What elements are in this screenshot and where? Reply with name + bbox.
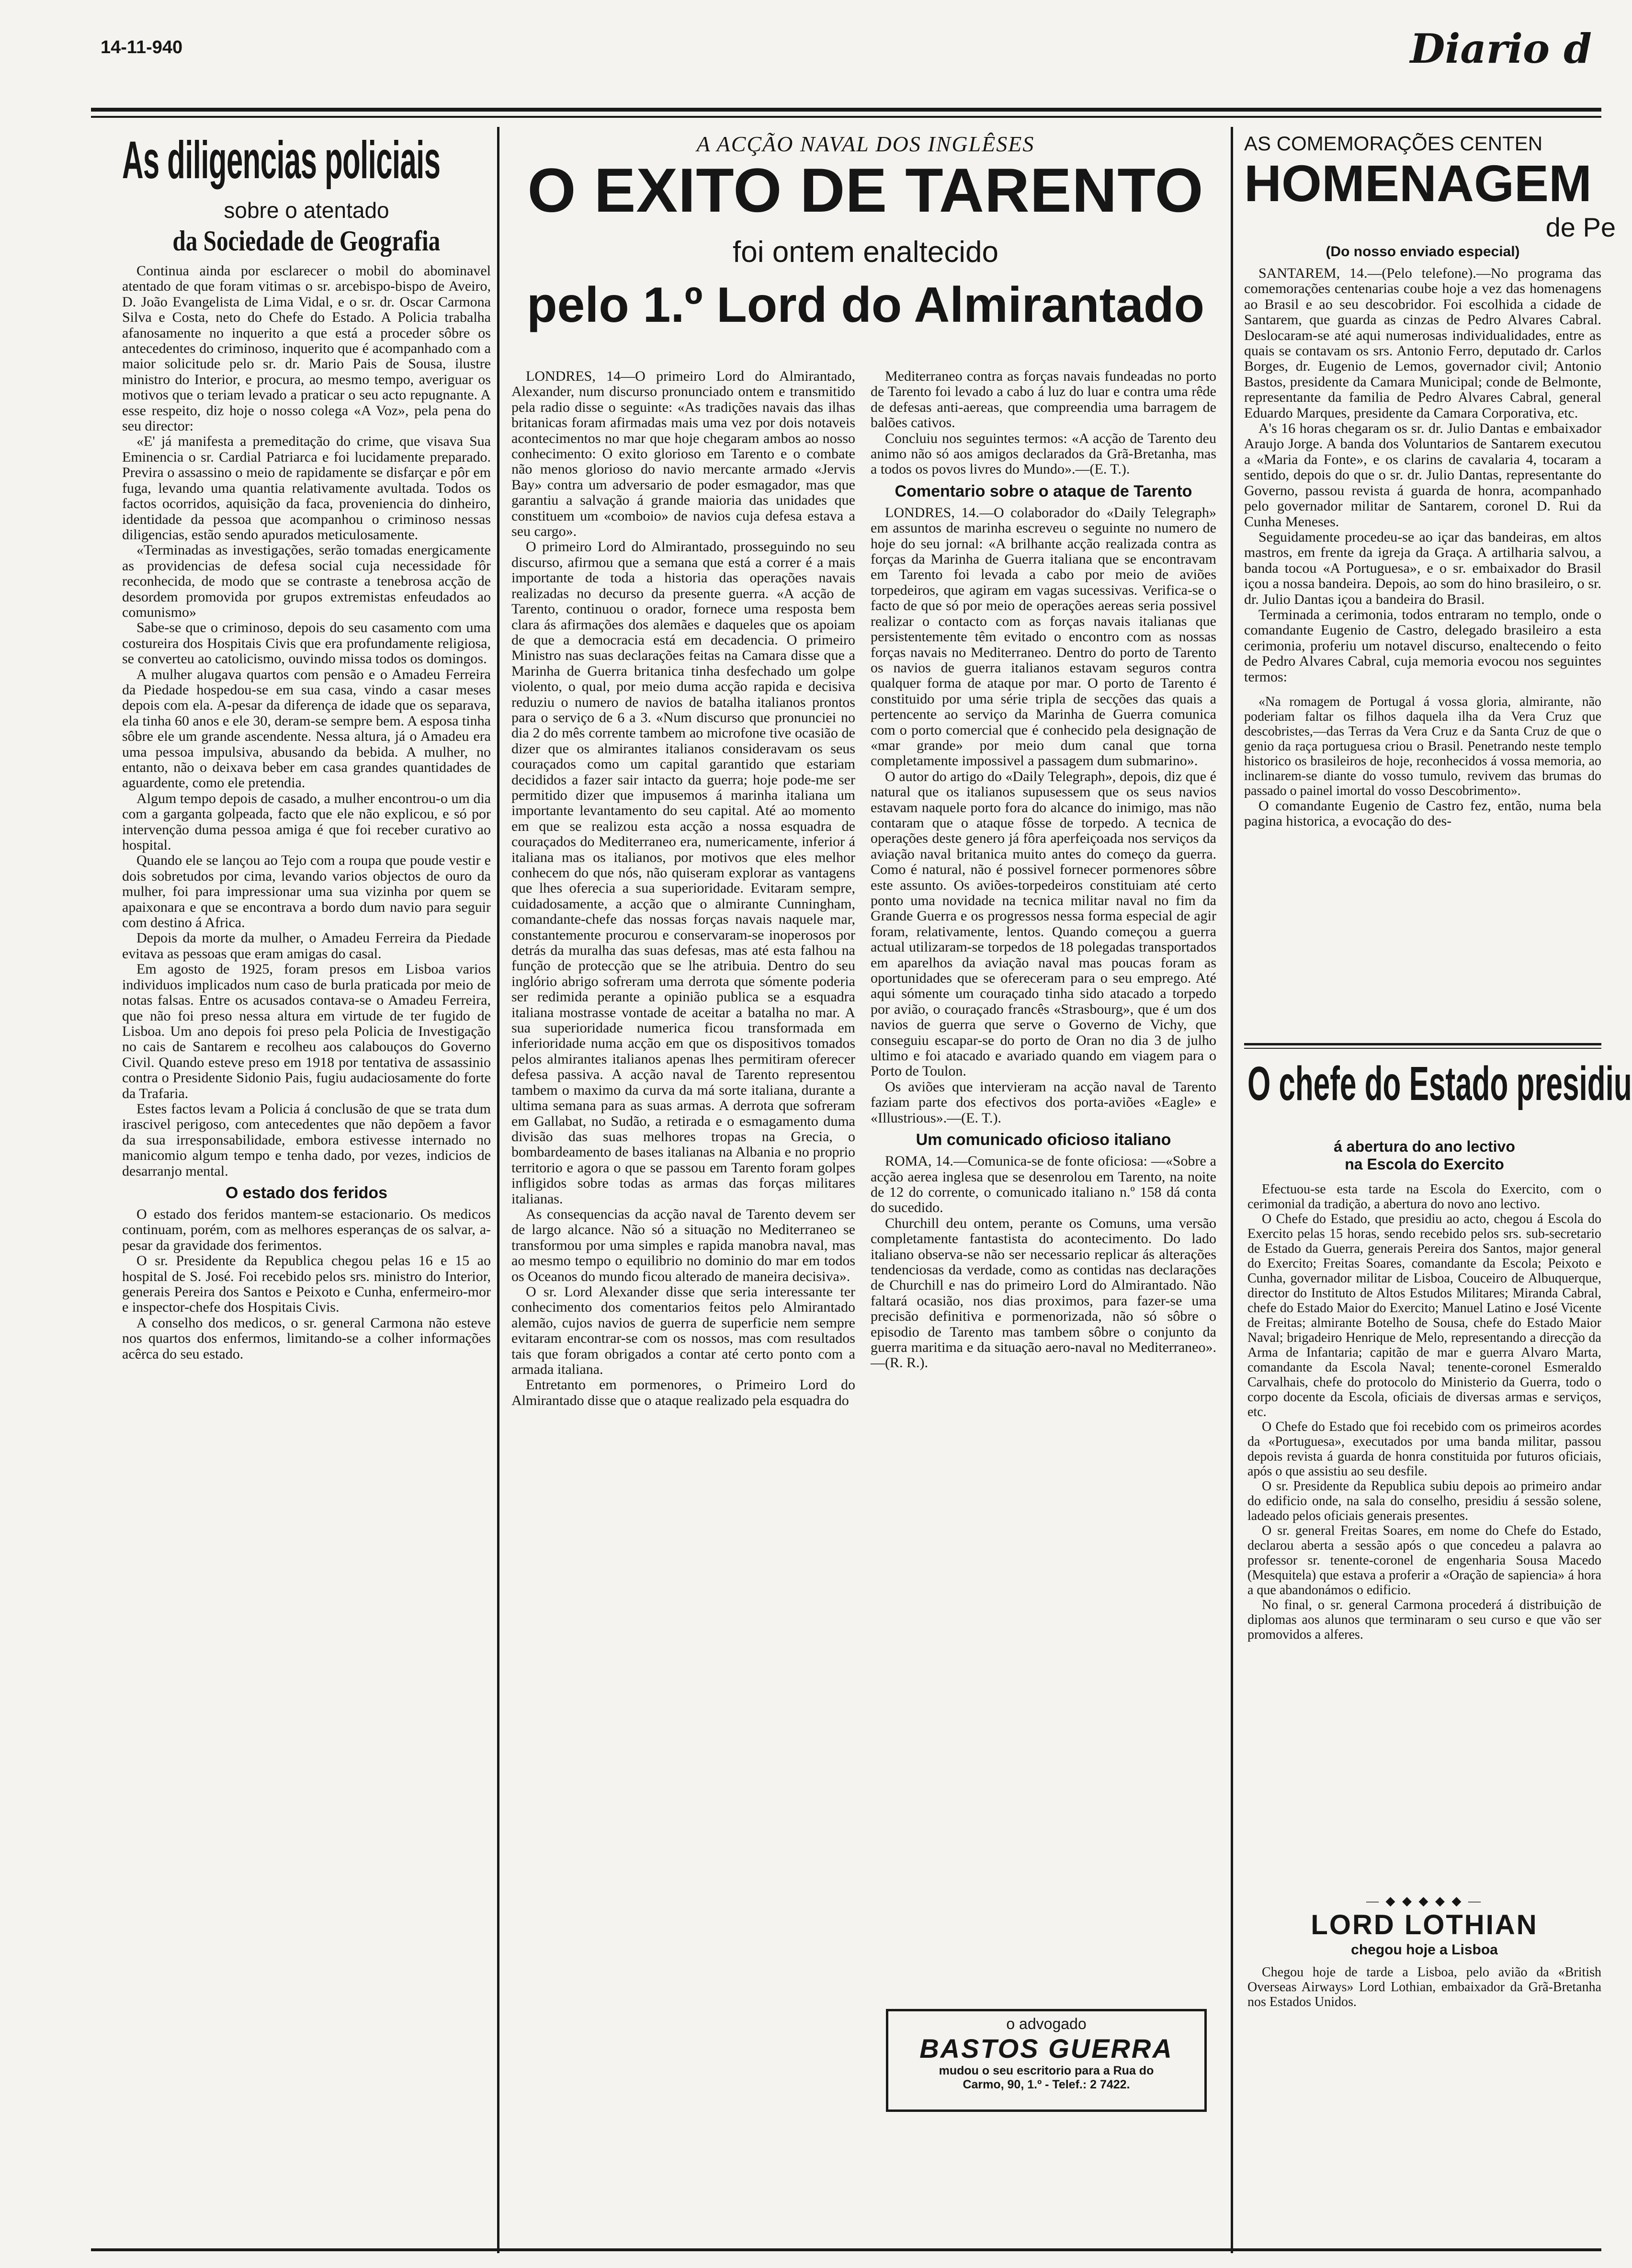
- paragraph: O Chefe do Estado, que presidiu ao acto, chegou á Escola do Exercito pelas 15 horas, sendo recebido pelos srs. sub-secretario de Estado da Guerra, generais Pereira dos Santos, major general do Exercito; Freitas Soares, comandante da Escola; Peixoto e Cunha, governador militar de Lisboa, Couceiro de Albuquerque, director do Instituto de Altos Estudos Militares; Miranda Cabral, chefe do Estado Maior do Exercito; Manuel Latino e José Vicente de Freitas; almirante Botelho de Sousa, chefe do Estado Maior Naval; brigadeiro Henrique de Melo, representando a direcção da Arma de Infantaria; capitão de mar e guerra Alvaro Marta, comandante da Escola Naval; tenente-coronel Esmeraldo Carvalhais, chefe do protocolo do Ministerio da Guerra, todo o corpo docente da Escola, oficiais de diversas armas e serviços, etc.: [1247, 1212, 1601, 1419]
- paragraph: Efectuou-se esta tarde na Escola do Exercito, com o cerimonial da tradição, a abertura do novo ano lectivo.: [1247, 1182, 1601, 1212]
- paragraph: Seguidamente procedeu-se ao içar das bandeiras, em altos mastros, em frente da igreja da Graça. A artilharia salvou, a banda tocou «A Portuguesa», e o sr. embaixador do Brasil içou a nossa bandeira. Depois, ao som do hino brasileiro, o sr. dr. Julio Dantas içou a bandeira do Brasil.: [1244, 529, 1601, 607]
- paragraph: O sr. general Freitas Soares, em nome do Chefe do Estado, declarou aberta a sessão após o que concedeu a palavra ao professor sr. tenente-coronel de engenharia Sousa Macedo (Mesquitela) que estava a proferir a «Oração de sapiencia» á hora a que abandonámos o edificio.: [1247, 1523, 1601, 1598]
- paragraph: O sr. Presidente da Republica subiu depois ao primeiro andar do edificio onde, na sala do conselho, presidiu á sessão solene, ladeado pelos oficiais generais presentes.: [1247, 1479, 1601, 1523]
- article-headline: HOMENAGEM: [1244, 154, 1592, 212]
- article-subheadline: sobre o atentado: [224, 198, 389, 223]
- article-subheadline: na Escola do Exercito: [1345, 1156, 1504, 1173]
- article-subheadline: da Sociedade de Geografia: [172, 225, 441, 257]
- article-headline: O EXITO DE TARENTO: [527, 155, 1204, 225]
- article-kicker: AS COMEMORAÇÕES CENTEN: [1244, 132, 1543, 155]
- paragraph: Quando ele se lançou ao Tejo com a roupa que poude vestir e dois sobretudos por cima, levando varios objectos de ouro da mulher, foi para impressionar uma sua vizinha por quem se apaixonara e que se encontrava a bordo dum navio para seguir com destino á Africa.: [122, 852, 491, 931]
- section-subheading: O estado dos feridos: [225, 1183, 388, 1202]
- paragraph: A's 16 horas chegaram os sr. dr. Julio Dantas e embaixador Araujo Jorge. A banda dos Voluntarios de Santarem executou a «Maria da Fonte», e os clarins de cavalaria 4, tocaram a sentido, depois do que o sr. dr. Julio Dantas, representante do Governo, passou revista á guarda de honra, acompanhado pelo governador militar de Santarem, coronel D. Rui da Cunha Meneses.: [1244, 420, 1601, 530]
- column-divider: [497, 127, 499, 2253]
- paragraph: LONDRES, 14.—O colaborador do «Daily Telegraph» em assuntos de marinha escreveu o seguinte no numero de hoje do seu jornal: «A brilhante acção realizada contra as forças da Marinha de Guerra italiana que se encontravam em Tarento foi levada a cabo por meio de aviões torpedeiros, que agiram em vagas sucessivas. Verifica-se o facto de que só por meio de operações aereas seria possivel realizar o contacto com as forças navais italianas que persistentemente têm evitado o encontro com as nossas forças navais no Mediterraneo. Dentro do porto de Tarento os navios de guerra italianos estavam seguros contra qualquer forma de ataque por mar. O porto de Tarento é constituido por uma série tripla de secções das quais a pertencente ao serviço da Marinha de Guerra comunica com o porto comercial que é conhecido pela designação de «mar grande» por meio dum canal que torna completamente impossivel a passagem dum submarino».: [871, 504, 1216, 769]
- article-homenagem: [1244, 129, 1632, 1178]
- paragraph: O sr. Lord Alexander disse que seria interessante ter conhecimento dos comentarios feitos pelo Almirantado alemão, cujos navios de guerra de superficie nem sempre evitaram encontrar-se com os nossos, mas com resultados tais que foram obrigados a contar até certo ponto com a armada italiana.: [511, 1283, 855, 1377]
- lawyer-advertisement: [886, 2009, 1207, 2112]
- paragraph: SANTAREM, 14.—(Pelo telefone).—No programa das comemorações centenarias coube hoje a vez das homenagens ao Brasil e ao seu descobridor. Foi escolhida a cidade de Santarem, que guarda as cinzas de Pedro Alvares Cabral. Deslocaram-se até aqui numerosas individualidades, entre as quais se contavam os srs. Antonio Ferro, deputado dr. Carlos Borges, dr. Eugenio de Lemos, governador civil; Antonio Bastos, presidente da Camara Municipal; conde de Belmonte, representante da familia de Pedro Alvares Cabral, general Eduardo Marques, presidente da Camara Corporativa, etc.: [1244, 265, 1601, 421]
- masthead: Diario d: [1410, 25, 1592, 72]
- issue-date: 14-11-940: [101, 37, 183, 57]
- paragraph: As consequencias da acção naval de Tarento devem ser de largo alcance. Não só a situação no Mediterraneo se transformou por uma simples e rapida manobra naval, mas ao mesmo tempo o equilibrio no dominio do mar em todos os Oceanos do mundo ficou alterado de maneira decisiva».: [511, 1206, 855, 1284]
- paragraph: O comandante Eugenio de Castro fez, então, numa bela pagina historica, a evocação do des-: [1244, 797, 1601, 829]
- article-subheadline: de Pe: [1545, 212, 1616, 242]
- paragraph: Churchill deu ontem, perante os Comuns, uma versão completamente fantastista do acontecimento. Do lado italiano observa-se não ser necessario replicar ás alterações tendenciosas da verdade, como as contidas nas declarações de Churchill e nas do primeiro Lord do Almirantado. Não faltará ocasião, nos dias proximos, para fazer-se uma precisão definitiva e pormenorizada, não só sôbre o episodio de Tarento mas tambem sôbre o conjunto da guerra maritima e da situação aero-naval no Mediterraneo».—(R. R.).: [871, 1215, 1216, 1371]
- article-lord-lothian: [1247, 1894, 1601, 2248]
- paragraph: Depois da morte da mulher, o Amadeu Ferreira da Piedade evitava as pessoas que eram amigas do casal.: [122, 930, 491, 962]
- header-rule-top: [91, 108, 1601, 112]
- quote-paragraph: «Na romagem de Portugal á vossa gloria, almirante, não poderiam faltar os filhos daquela ilha da Vera Cruz que descobristes,—das Terras da Vera Cruz e da Santa Cruz de que o genio da raça portuguesa criou o Brasil. Penetrando neste templo historico os brasileiros de hoje, reconhecidos á vossa memoria, ao inclinarem-se diante do vosso tumulo, revivem das brumas do passado o painel imortal do vosso Descobrimento».: [1244, 694, 1601, 798]
- article-tarento-header: [508, 129, 1224, 378]
- paragraph: O estado dos feridos mantem-se estacionario. Os medicos continuam, porém, com as melhores esperanças de os salvar, a-pesar da gravidade dos ferimentos.: [122, 1206, 491, 1253]
- paragraph: Continua ainda por esclarecer o mobil do abominavel atentado de que foram vitimas o sr. arcebispo-bispo de Aveiro, D. João Evangelista de Lima Vidal, e o sr. dr. Oscar Carmona Silva e Costa, neto do Chefe do Estado. A Policia trabalha afanosamente no inquerito a que está a proceder sôbre os antecedentes do criminoso, inquerito que é acompanhado com a maior solicitude pelo sr. dr. Mario Pais de Sousa, ilustre ministro do Interior, e procura, ao mesmo tempo, averiguar os motivos que o teriam levado a praticar o seu acto repugnante. A esse respeito, diz hoje o nosso colega «A Voz», pela pena do seu director:: [122, 263, 491, 434]
- paragraph: Concluiu nos seguintes termos: «A acção de Tarento deu animo não só aos amigos declarados da Grã-Bretanha, mas a todos os povos livres do Mundo».—(E. T.).: [871, 430, 1216, 477]
- ad-phone: Carmo, 90, 1.º - Telef.: 2 7422.: [963, 2078, 1130, 2091]
- paragraph: O Chefe do Estado que foi recebido com os primeiros acordes da «Portuguesa», executados por uma banda militar, passou depois revista á guarda de honra constituida por futuros oficiais, após o que assistiu ao seu desfile.: [1247, 1419, 1601, 1479]
- paragraph: A conselho dos medicos, o sr. general Carmona não esteve nos quartos dos enfermos, limitando-se a colher informações acêrca do seu estado.: [122, 1315, 491, 1362]
- article-kicker: A ACÇÃO NAVAL DOS INGLÊSES: [696, 132, 1035, 156]
- section-rule: [1244, 1048, 1601, 1049]
- ad-label: o advogado: [1006, 2015, 1087, 2032]
- paragraph: No final, o sr. general Carmona procederá á distribuição de diplomas aos alunos que terminaram o seu curso e que vão ser promovidos a alferes.: [1247, 1598, 1601, 1642]
- paragraph: Chegou hoje de tarde a Lisboa, pelo avião da «British Overseas Airways» Lord Lothian, embaixador da Grã-Bretanha nos Estados Unidos.: [1247, 1965, 1601, 2009]
- paragraph: ROMA, 14.—Comunica-se de fonte oficiosa: —«Sobre a acção aerea inglesa que se desenrolou em Tarento, na noite de 12 do corrente, o comunicado italiano n.º 158 dá conta do sucedido.: [871, 1153, 1216, 1216]
- dotted-divider: — ◆ ◆ ◆ ◆ ◆ —: [1366, 1894, 1483, 1908]
- paragraph: Mediterraneo contra as forças navais fundeadas no porto de Tarento foi levado a cabo á luz do luar e contra uma rêde de defesas anti-aereas, que compreendia uma barragem de balões cativos.: [871, 368, 1216, 431]
- paragraph: «Terminadas as investigações, serão tomadas energicamente as providencias de defesa social cuja necessidade fôr reconhecida, de modo que se contraste a tenebrosa acção de desordem promovida por grupos extremistas enfeudados ao comunismo»: [122, 542, 491, 620]
- article-subheadline: á abertura do ano lectivo: [1334, 1138, 1515, 1155]
- article-chefe-estado: [1247, 1053, 1632, 1891]
- paragraph: O primeiro Lord do Almirantado, prosseguindo no seu discurso, afirmou que a semana que está a correr é a mais importante de toda a historia das operações navais realizadas no decurso da presente guerra. «A acção de Tarento, continuou o orador, fornece uma resposta bem clara ás afirmações dos alemães e daqueles que os apoiam de que a democracia está em decadencia. O primeiro Ministro nas suas declarações feitas na Camara disse que a Marinha de Guerra britanica tinha desfechado um golpe violento, o qual, por meio duma acção rapida e decisiva reduziu o numero de navios de batalha italianos prontos para o serviço de 6 a 3. «Num discurso que pronunciei no dia 2 do mês corrente tambem ao microfone tive ocasião de dizer que os almirantes italianos consideravam os seus couraçados como um capital garantido que estariam decididos a fazer sair intacto da guerra; hoje pode-me ser permitido dizer que impusemos á marinha italiana um importante levantamento do seu capital. Até ao momento em que se realizou esta acção a nossa esquadra de couraçados do Mediterraneo era, numericamente, inferior á italiana mas os italianos, por motivos que eles melhor conhecem do que nós, não quiseram explorar as vantagens que lhes oferecia a sua superioridade. Evitaram sempre, cuidadosamente, a acção que o almirante Cunningham, comandante-chefe das nossas forças navais naquele mar, constantemente procurou e conservaram-se inoperosos por detrás da muralha das suas defesas, mas até esta falhou na função de protecção que se lhe atribuia. Dentro do seu inglório abrigo sofreram uma derrota que sómente poderia ser redimida perante a opinião publica se a esquadra italiana mostrasse vontade de aceitar a batalha no mar. A sua superioridade numerica ficou transformada em inferioridade numa acção em que os dispositivos tomados pelos almirantes italianos apenas lhes permitiram oferecer defesa passiva. A acção naval de Tarento representou tambem o maximo da curva da má sorte italiana, durante a ultima semana para as suas armas. A derrota que sofreram em Gallabat, no Sudão, a retirada e o esmagamento duma divisão das suas melhores tropas na Grecia, o bombardeamento de bases italianas na Albania e no proprio territorio e agora o que se passou em Tarento foram golpes infligidos sobre todas as armas das forças militares italianas.: [511, 539, 855, 1207]
- section-rule: [1244, 1043, 1601, 1045]
- article-tarento-col-a: [511, 369, 855, 2246]
- ad-address: mudou o seu escritorio para a Rua do: [939, 2064, 1154, 2077]
- article-headline: O chefe do Estado presidiu: [1247, 1057, 1632, 1111]
- paragraph: Sabe-se que o criminoso, depois do seu casamento com uma costureira dos Hospitais Civis que era profundamente religiosa, se converteu ao catolicismo, ouvindo missa todos os domingos.: [122, 620, 491, 667]
- article-tarento-col-b: [871, 369, 1216, 1987]
- paragraph: Estes factos levam a Policia á conclusão de que se trata dum irascivel perigoso, com antecedentes que não depõem a favor da sua irresponsabilidade, embora estivesse internado no manicomio algum tempo e tenha dado, por vezes, indicios de desarranjo mental.: [122, 1100, 491, 1179]
- paragraph: Terminada a cerimonia, todos entraram no templo, onde o comandante Eugenio de Castro, delegado brasileiro a esta cerimonia, proferiu um notavel discurso, enaltecendo o feito de Pedro Alvares Cabral, cuja memoria evocou nos seguintes termos:: [1244, 606, 1601, 685]
- paragraph: Algum tempo depois de casado, a mulher encontrou-o um dia com a garganta golpeada, facto que ele não explicou, e só por intervenção duma pessoa amiga é que foi receber curativo ao hospital.: [122, 790, 491, 853]
- byline: (Do nosso enviado especial): [1326, 244, 1520, 260]
- article-headline: As diligencias policiais: [122, 131, 441, 190]
- paragraph: «E' já manifesta a premeditação do crime, que visava Sua Eminencia o sr. Cardial Patriarca e foi lucidamente preparado. Previra o assassino o meio de rapidamente se disfarçar e pôr em fuga, levando uma quantia relativamente avultada. Todos os factos ocorridos, aquisição da faca, proveniencia do dinheiro, identidade da pessoa que acompanhou o criminoso nessas diligencias, estão sendo apurados meticulosamente.: [122, 433, 491, 543]
- paragraph: O sr. Presidente da Republica chegou pelas 16 e 15 ao hospital de S. José. Foi recebido pelos srs. ministro do Interior, generais Pereira dos Santos e Peixoto e Cunha, enfermeiro-mor e inspector-chefe dos Hospitais Civis.: [122, 1253, 491, 1315]
- section-subheading: Um comunicado oficioso italiano: [916, 1131, 1171, 1149]
- paragraph: A mulher alugava quartos com pensão e o Amadeu Ferreira da Piedade hospedou-se em sua casa, vindo a casar meses depois com ela. A-pesar da diferença de idade que os separava, ela tinha 60 anos e ele 30, deram-se sempre bem. A esposa tinha sôbre ele um grande ascendente. Nessa altura, já o Amadeu era uma pessoa impulsiva, abusando da bebida. A mulher, no entanto, não o deixava beber em casa grandes quantidades de aguardente, como ele pretendia.: [122, 666, 491, 791]
- paragraph: Entretanto em pormenores, o Primeiro Lord do Almirantado disse que o ataque realizado pela esquadra do: [511, 1377, 855, 1408]
- article-subheadline: foi ontem enaltecido: [733, 236, 998, 269]
- paragraph: Os aviões que intervieram na acção naval de Tarento faziam parte dos efectivos dos porta-aviões «Eagle» e «Illustrious».—(E. T.).: [871, 1078, 1216, 1126]
- article-diligencias: [122, 129, 491, 2246]
- paragraph: Em agosto de 1925, foram presos em Lisboa varios individuos implicados num caso de burla praticada por meio de notas falsas. Entre os acusados contava-se o Amadeu Ferreira, que não foi preso nessa altura em virtude de ter fugido de Lisboa. Um ano depois foi preso pela Policia de Investigação no cais de Santarem e recolheu aos calabouços do Governo Civil. Quando esteve preso em 1918 por tentativa de assassinio contra o Presidente Sidonio Pais, fugiu audaciosamente do forte da Trafaria.: [122, 961, 491, 1101]
- ad-name: BASTOS GUERRA: [919, 2033, 1173, 2064]
- paragraph: O autor do artigo do «Daily Telegraph», depois, diz que é natural que os italianos supusessem que os seus navios estavam naquele porto fora do alcance do inimigo, mas não contaram que o ataque fôsse de torpedo. A tecnica de operações deste genero já fôra aperfeiçoada nos serviços da aviação naval britanica muito antes do começo da guerra. Como é natural, não é possivel fornecer pormenores sôbre este assunto. Os aviões-torpedeiros constituiam até certo ponto uma novidade na tecnica militar naval no fim da Grande Guerra e os progressos nessa forma especial de agir foram, relativamente, lentos. Quando começou a guerra actual utilizaram-se torpedos de 18 polegadas transportados em aparelhos da aviação naval mas poucas foram as oportunidades que se ofereceram para o seu emprego. Até aqui sómente um couraçado tinha sido atacado a torpedo por avião, o couraçado francês «Strasbourg», que é um dos navios de guerra que serve o Governo de Vichy, que conseguiu escapar-se do porto de Oran no dia 3 de julho ultimo e foi atacado e avariado quando em viagem para o Porto de Toulon.: [871, 768, 1216, 1079]
- section-subheading: Comentario sobre o ataque de Tarento: [895, 482, 1192, 500]
- paragraph: LONDRES, 14—O primeiro Lord do Almirantado, Alexander, num discurso pronunciado ontem e transmitido pela radio disse o seguinte: «As tradições navais das ilhas britanicas foram afirmadas mais uma vez por dois notaveis acontecimentos no mar que hoje chegaram ambos ao nosso conhecimento: O exito glorioso em Tarento e o combate não menos glorioso do navio mercante armado «Jervis Bay» contra um adversario de poder esmagador, mas que garantiu a salvação á grande maioria das unidades que constituem um «comboio» de navios cuja defesa estava a seu cargo».: [511, 368, 855, 540]
- article-headline: LORD LOTHIAN: [1311, 1909, 1538, 1940]
- footer-rule: [91, 2248, 1601, 2251]
- column-divider: [1231, 127, 1233, 2253]
- header-rule-bottom: [91, 116, 1601, 118]
- article-subheadline: chegou hoje a Lisboa: [1351, 1942, 1498, 1958]
- article-subheadline: pelo 1.º Lord do Almirantado: [526, 277, 1205, 333]
